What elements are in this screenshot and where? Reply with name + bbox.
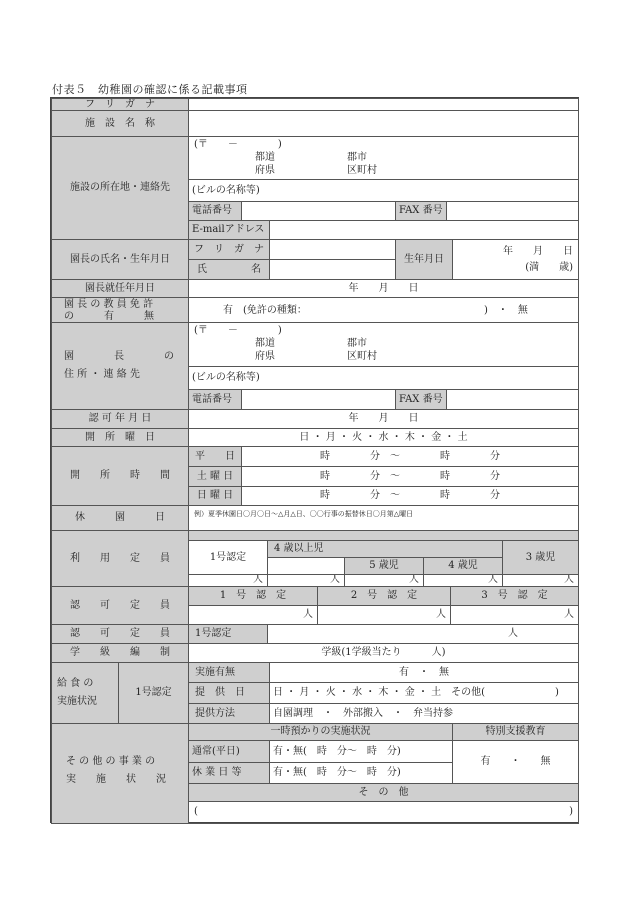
special-ed-field[interactable]: 有 ・ 無 — [452, 740, 579, 784]
fax-field[interactable] — [446, 201, 579, 221]
building-name-field[interactable]: (ビルの名称等) — [188, 179, 579, 202]
director-phone-label: 電話番号 — [188, 389, 242, 410]
type1-approved-header: 1 号 認 定 — [188, 586, 318, 606]
sunday-hours-field[interactable]: 時 分 ～ 時 分 — [241, 486, 579, 506]
sunday-label: 日 曜 日 — [188, 486, 242, 506]
shi-label: 氏 — [197, 263, 207, 275]
todo-label: 都道 — [255, 152, 275, 163]
license-close: ) ・ 無 — [484, 305, 528, 316]
weekday-label: 平 日 — [188, 446, 242, 467]
license-label-line2: の 有 無 — [64, 311, 154, 322]
open-days-field[interactable]: 日 ・ 月 ・ 火 ・ 水 ・ 木 ・ 金 ・ 土 — [188, 428, 579, 447]
other-label — [51, 723, 189, 824]
license-label — [51, 297, 189, 323]
approval-date-field[interactable]: 年 月 日 — [188, 409, 579, 429]
facility-name-field[interactable] — [188, 110, 579, 137]
holidays-field[interactable] — [188, 505, 579, 531]
capacity-age4-unit: 人 — [488, 574, 498, 585]
director-address-label-line2: 住 所 ・ 連 絡 先 — [64, 369, 140, 380]
capacity-approved2-type: 1号認定 — [188, 624, 268, 644]
birthdate-value: 年 月 日 — [503, 246, 573, 257]
capacity-approved2-label: 認 可 定 員 — [51, 624, 189, 644]
type3-approved-unit: 人 — [564, 609, 574, 620]
age5-header: 5 歳児 — [344, 557, 424, 575]
director-fax-field[interactable] — [446, 389, 579, 410]
facility-name-label: 施 設 名 称 — [51, 110, 189, 137]
director-gunshi-label: 郡市 — [347, 338, 367, 349]
director-todo-label: 都道 — [255, 338, 275, 349]
meal-r2-field[interactable]: 日 ・ 月 ・ 火 ・ 水 ・ 木 ・ 金 ・ 土 その他( ) — [269, 682, 579, 704]
meal-r2-label: 提 供 日 — [188, 682, 270, 704]
age4plus-field-cell — [267, 557, 345, 575]
others-close-paren: ) — [569, 806, 573, 817]
meal-r1-label: 実施有無 — [188, 662, 270, 683]
capacity-approved2-unit: 人 — [508, 628, 518, 639]
class-org-label: 学 級 編 制 — [51, 643, 189, 663]
meal-r3-field[interactable]: 自園調理 ・ 外部搬入 ・ 弁当持参 — [269, 703, 579, 724]
saturday-hours-field[interactable]: 時 分 ～ 時 分 — [241, 466, 579, 487]
birthdate-field[interactable] — [452, 239, 579, 280]
fuken-label: 府県 — [255, 165, 275, 176]
age4-header: 4 歳児 — [423, 557, 503, 575]
type1-approved-unit: 人 — [303, 609, 313, 620]
phone-field[interactable] — [241, 201, 396, 221]
capacity-approved2-field[interactable] — [267, 624, 579, 644]
director-address-label-line1: 園 長 の — [64, 351, 174, 362]
meal-label-line1: 給 食 の — [57, 678, 94, 689]
license-field[interactable] — [188, 297, 579, 323]
capacity-age5-unit: 人 — [409, 574, 419, 585]
open-hours-label: 開 所 時 間 — [51, 446, 189, 506]
holiday-care-field[interactable]: 有・無( 時 分～ 時 分) — [269, 762, 453, 784]
director-address-field[interactable] — [188, 322, 579, 367]
type3-approved-header: 3 号 認 定 — [450, 586, 579, 606]
fax-label: FAX 番号 — [395, 201, 447, 221]
facility-form — [50, 97, 579, 823]
facility-address-label: 施設の所在地・連絡先 — [51, 136, 189, 240]
age4plus-header: 4 歳以上児 — [267, 540, 503, 558]
gunshi-label: 郡市 — [347, 152, 367, 163]
mei-label: 名 — [251, 263, 261, 275]
director-furigana-label: フ リ ガ ナ — [188, 239, 270, 260]
age3-header: 3 歳児 — [502, 540, 579, 575]
facility-address-field[interactable] — [188, 136, 579, 180]
director-fuken-label: 府県 — [255, 351, 275, 362]
email-field[interactable] — [269, 220, 579, 240]
meal-label-line2: 実施状況 — [57, 696, 97, 707]
open-days-label: 開 所 曜 日 — [51, 428, 189, 447]
others-field[interactable] — [188, 801, 579, 824]
meal-type-label: 1号認定 — [118, 662, 189, 724]
director-name-name-label — [188, 259, 270, 280]
others-header: そ の 他 — [188, 783, 579, 802]
meal-r1-field[interactable]: 有 ・ 無 — [269, 662, 579, 683]
other-label-line1: そ の 他 の 事 業 の — [66, 756, 156, 767]
form-title: 付表５ 幼稚園の確認に係る記載事項 — [52, 83, 248, 96]
director-address-label — [51, 322, 189, 410]
postal-code: (〒 － ) — [194, 139, 282, 150]
license-label-line1: 園 長 の 教 員 免 許 — [64, 299, 154, 310]
director-furigana-field[interactable] — [269, 239, 396, 260]
director-building-field[interactable]: (ビルの名称等) — [188, 366, 579, 390]
saturday-label: 土 曜 日 — [188, 466, 242, 487]
phone-label: 電話番号 — [188, 201, 242, 221]
capacity-used-label: 利 用 定 員 — [51, 530, 189, 587]
furigana-label: フ リ ガ ナ — [51, 98, 189, 111]
age-value: (満 歳) — [525, 262, 573, 273]
capacity-total-unit: 人 — [253, 574, 263, 585]
weekday-care-label: 通常(平日) — [188, 740, 270, 763]
type2-approved-unit: 人 — [436, 609, 446, 620]
appointment-date-field[interactable]: 年 月 日 — [188, 279, 579, 298]
kuchoson-label: 区町村 — [347, 165, 377, 176]
others-open-paren: ( — [194, 806, 198, 817]
capacity-age3-unit: 人 — [564, 574, 574, 585]
type1-approved-field[interactable] — [188, 605, 318, 625]
director-name-label: 園長の氏名・生年月日 — [51, 239, 189, 280]
holiday-care-label: 休 業 日 等 — [188, 762, 270, 784]
birthdate-label: 生年月日 — [395, 239, 453, 280]
director-fax-label: FAX 番号 — [395, 389, 447, 410]
class-org-field[interactable]: 学級(1学級当たり 人) — [188, 643, 579, 663]
holidays-example: 例）夏季休園日〇月〇日～△月△日、〇〇行事の振替休日〇月第△曜日 — [194, 510, 414, 518]
meal-r3-label: 提供方法 — [188, 703, 270, 724]
temp-care-header: 一時預かりの実施状況 — [188, 723, 453, 741]
holidays-label: 休 園 日 — [51, 505, 189, 531]
weekday-care-field[interactable]: 有・無( 時 分～ 時 分) — [269, 740, 453, 763]
email-label: E-mailアドレス — [188, 220, 270, 240]
capacity-approved-label: 認 可 定 員 — [51, 586, 189, 625]
meal-label — [51, 662, 119, 724]
director-name-field[interactable] — [269, 259, 396, 280]
type2-approved-field[interactable] — [317, 605, 451, 625]
director-phone-field[interactable] — [241, 389, 396, 410]
director-postal-code: (〒 － ) — [194, 325, 282, 336]
appointment-date-label: 園長就任年月日 — [51, 279, 189, 298]
director-kuchoson-label: 区町村 — [347, 351, 377, 362]
special-ed-header: 特別支援教育 — [452, 723, 579, 741]
type1-header: 1号認定 — [188, 540, 268, 575]
type3-approved-field[interactable] — [450, 605, 579, 625]
other-label-line2: 実 施 状 況 — [66, 774, 166, 785]
type2-approved-header: 2 号 認 定 — [317, 586, 451, 606]
approval-date-label: 認 可 年 月 日 — [51, 409, 189, 429]
weekday-hours-field[interactable]: 時 分 ～ 時 分 — [241, 446, 579, 467]
capacity-age4plus-unit: 人 — [330, 574, 340, 585]
license-value: 有 (免許の種類： — [223, 305, 307, 316]
